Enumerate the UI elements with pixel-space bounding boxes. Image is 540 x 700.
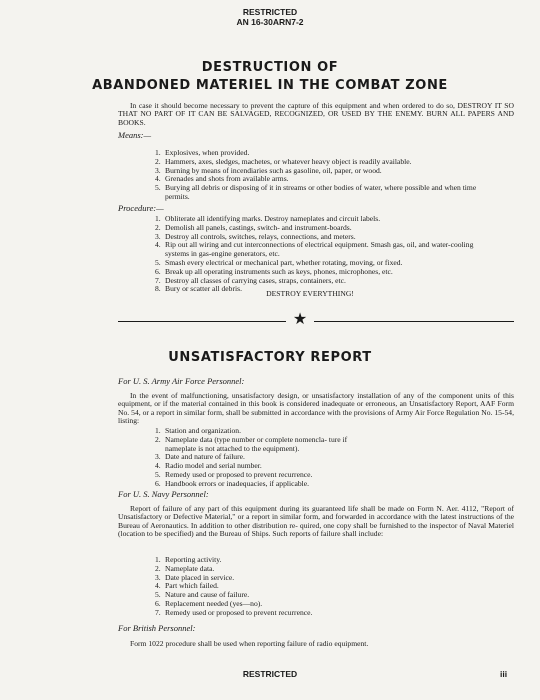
list-item: 7. Remedy used or proposed to prevent recurrence. bbox=[155, 607, 313, 617]
navy-list bbox=[155, 556, 455, 618]
british-heading: For British Personnel: bbox=[118, 623, 196, 633]
british-text: Form 1022 procedure shall be used when reporting failure of radio equipment. bbox=[130, 639, 369, 648]
destruction-title-line1: DESTRUCTION OF bbox=[201, 60, 339, 75]
list-item: 2. Hammers, axes, sledges, machetes, or whatever heavy object is readily available. bbox=[155, 156, 412, 166]
means-heading: Means:— bbox=[118, 130, 152, 140]
navy-heading: For U. S. Navy Personnel: bbox=[118, 489, 209, 499]
list-item: 4. Rip out all wiring and cut interconnections of electrical equipment. Smash gas, oil, and water-cooling systems in gas-engine generators, etc. bbox=[155, 240, 474, 259]
army-list bbox=[155, 427, 355, 489]
page-number: iii bbox=[500, 669, 508, 679]
destroy-everything: DESTROY EVERYTHING! bbox=[266, 289, 354, 298]
list-item: 2. Nameplate data (type number or complete nomencla- ture if nameplate is not attached to the equipment). bbox=[155, 434, 348, 453]
destruction-title-line2: ABANDONED MATERIEL IN THE COMBAT ZONE bbox=[92, 78, 448, 93]
list-item: 2. Nameplate data. bbox=[155, 563, 215, 573]
list-item: 3. Burning by means of incendiaries such as gasoline, oil, paper, or wood. bbox=[155, 165, 382, 175]
footer-restricted: RESTRICTED bbox=[242, 669, 298, 679]
list-item: 5. Nature and cause of failure. bbox=[155, 590, 250, 600]
list-item: 3. Destroy all controls, switches, relays, connections, and meters. bbox=[155, 231, 356, 241]
navy-intro: Report of failure of any part of this equipment during its guaranteed life shall be made on Form N. Aer. 4112, "Report of Unsatisfactory or Defective Material," or a report in similar form, and forwarded in accordance with the latest instructions of the Bureau of Aeronautics. In addition to other distribution re- quired, one copy shall be furnished to the inspector of Naval Materiel (location to be specified) and the Bureau of Ships. Such reports of failure shall include: bbox=[118, 504, 514, 539]
list-item: 1. Station and organization. bbox=[155, 426, 241, 435]
restricted-label: RESTRICTED bbox=[242, 7, 298, 17]
list-item: 8. Bury or scatter all debris. bbox=[155, 284, 242, 294]
army-intro: In the event of malfunctioning, unsatisfactory design, or unsatisfactory installation of any of the component units of this equipment, or if the material contained in this book is considered inadequate or erroneous, an Unsatisfactory Report, AAF Form No. 54, or a report in similar form, shall be submitted in accordance with the provisions of Army Air Force Regulation No. 15-54, listing: bbox=[118, 391, 514, 426]
army-heading: For U. S. Army Air Force Personnel: bbox=[118, 376, 245, 386]
list-item: 4. Radio model and serial number. bbox=[155, 461, 262, 471]
list-item: 5. Smash every electrical or mechanical part, whether rotating, moving, or fixed. bbox=[155, 257, 403, 267]
star-icon: ★ bbox=[292, 311, 308, 328]
procedure-heading: Procedure:— bbox=[118, 203, 164, 213]
report-title: UNSATISFACTORY REPORT bbox=[168, 350, 372, 365]
section-divider-right bbox=[314, 321, 514, 322]
document-number: AN 16-30ARN7-2 bbox=[236, 17, 304, 27]
page-header bbox=[0, 7, 540, 27]
list-item: 7. Destroy all classes of carrying cases, straps, containers, etc. bbox=[155, 275, 346, 285]
list-item: 6. Break up all operating instruments such as keys, phones, microphones, etc. bbox=[155, 266, 393, 276]
list-item: 3. Date placed in service. bbox=[155, 572, 235, 582]
list-item: 1. Reporting activity. bbox=[155, 555, 222, 564]
list-item: 6. Replacement needed (yes—no). bbox=[155, 598, 263, 608]
list-item: 1. Obliterate all identifying marks. Destroy nameplates and circuit labels. bbox=[155, 214, 381, 223]
list-item: 1. Explosives, when provided. bbox=[155, 148, 250, 157]
list-item: 5. Burying all debris or disposing of it in streams or other bodies of water, where possible and when time permits. bbox=[155, 183, 477, 201]
list-item: 6. Handbook errors or inadequacies, if applicable. bbox=[155, 478, 310, 488]
procedure-list bbox=[155, 215, 485, 294]
destruction-intro: In case it should become necessary to prevent the capture of this equipment and when ordered to do so, DESTROY IT SO THAT NO PART OF IT CAN BE SALVAGED, RECOGNIZED, OR USED BY THE ENEMY. BURN ALL PAPERS AND BOOKS. bbox=[118, 101, 514, 127]
list-item: 2. Demolish all panels, castings, switch- and instrument-boards. bbox=[155, 222, 352, 232]
means-list bbox=[155, 149, 485, 202]
list-item: 4. Part which failed. bbox=[155, 581, 219, 591]
section-divider-left bbox=[118, 321, 286, 322]
list-item: 5. Remedy used or proposed to prevent recurrence. bbox=[155, 469, 313, 479]
list-item: 4. Grenades and shots from available arms. bbox=[155, 174, 289, 184]
list-item: 3. Date and nature of failure. bbox=[155, 452, 245, 462]
